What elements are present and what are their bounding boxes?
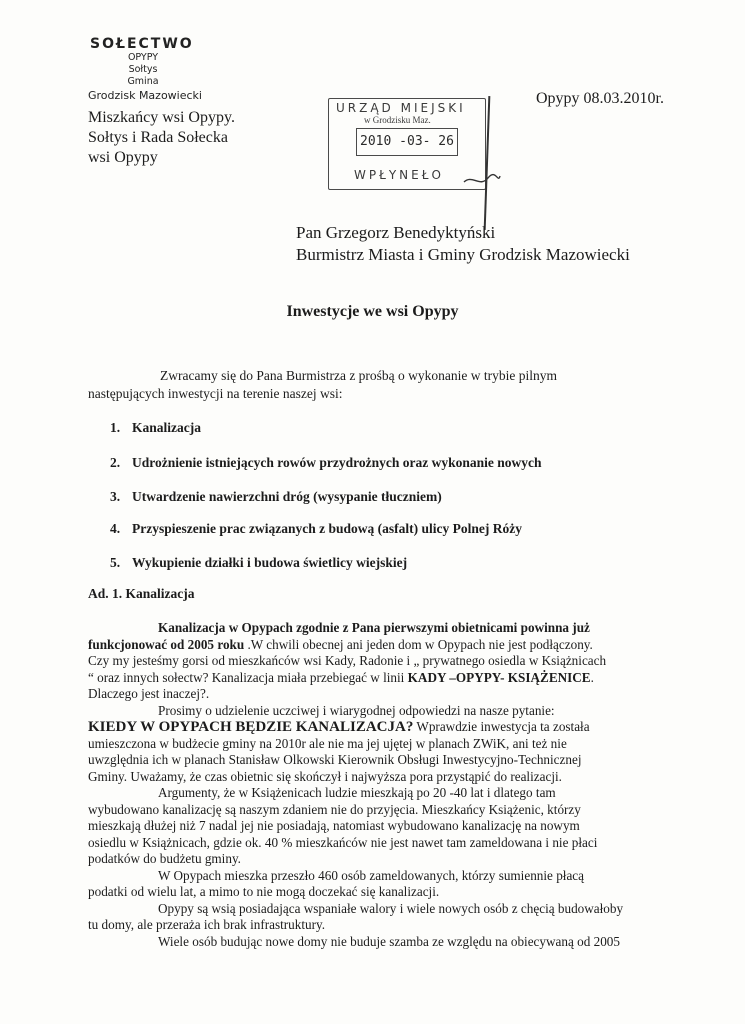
body-line: Wiele osób budując nowe domy nie buduje szamba ze względu na obiecywaną od 2005: [158, 933, 620, 949]
body-line: KIEDY W OPYPACH BĘDZIE KANALIZACJA? Wprawdzie inwestycja ta została: [88, 719, 590, 735]
body-line: umieszczona w budżecie gminy na 2010r ale nie ma jej ujętej w planach ZWiK, ani też nie: [88, 735, 567, 751]
body-line: Dlaczego jest inaczej?.: [88, 686, 210, 701]
stamp-title: SOŁECTWO: [90, 36, 194, 52]
body-line: Czy my jesteśmy gorsi od mieszkańców wsi Kady, Radonie i „ prywatnego osiedla w Książnicach: [88, 653, 607, 668]
list-item: 5. Wykupienie działki i budowa świetlicy wiejskiej: [110, 555, 408, 570]
section-heading: Ad. 1. Kanalizacja: [88, 586, 195, 601]
body-line: mieszkają dłużej niż 7 nadal jej nie posiadają, natomiast wybudowano kanalizację na nowym: [88, 818, 580, 833]
stamp-line: Grodzisk Mazowiecki: [88, 89, 202, 102]
body-line: osiedlu w Książnicach, gdzie ok. 40 % mieszkańców nie jest nawet tam zameldowana i nie płaci: [88, 834, 598, 850]
body-line: funkcjonować od 2005 roku .W chwili obecnej ani jeden dom w Opypach nie jest podłączony.: [88, 636, 593, 652]
addressee-title: Burmistrz Miasta i Gminy Grodzisk Mazowiecki: [296, 245, 630, 264]
list-item: 4. Przyspieszenie prac związanych z budową (asfalt) ulicy Polnej Róży: [110, 521, 522, 536]
intro-line: Zwracamy się do Pana Burmistrza z prośbą o wykonanie w trybie pilnym: [160, 368, 558, 383]
sender-line: Sołtys i Rada Sołecka: [88, 129, 228, 146]
body-text: [88, 620, 658, 950]
intro-line: następujących inwestycji na terenie naszej wsi:: [88, 386, 343, 401]
addressee-block: [296, 222, 630, 266]
sender-stamp: [88, 36, 238, 102]
sender-line: Miszkańcy wsi Opypy.: [88, 109, 235, 126]
intro-paragraph: [88, 367, 648, 403]
signature-mark: [462, 170, 502, 190]
body-line: W Opypach mieszka przeszło 460 osób zameldowanych, którzy sumiennie płacą: [158, 867, 585, 883]
letter-subject: Inwestycje we wsi Opypy: [286, 303, 459, 320]
body-line: Prosimy o udzielenie uczciwej i wiarygodnej odpowiedzi na nasze pytanie:: [158, 702, 555, 718]
receipt-stamp-sub: w Grodzisku Maz.: [364, 115, 431, 125]
body-line: Opypy są wsią posiadająca wspaniałe walory i wiele nowych osób z chęcią budowałoby: [158, 900, 624, 916]
body-line: Kanalizacja w Opypach zgodnie z Pana pierwszymi obietnicami powinna już: [158, 620, 590, 635]
sender-line: wsi Opypy: [88, 149, 158, 166]
body-line: tu domy, ale przeraża ich brak infrastruktury.: [88, 917, 326, 932]
stamp-line: Gmina: [127, 76, 159, 87]
receipt-stamp-date: 2010 -03- 26: [356, 128, 458, 156]
body-line: wybudowano kanalizację są naszym zdaniem nie do przyjęcia. Mieszkańcy Książenic, którzy: [88, 801, 581, 817]
body-line: “ oraz innych sołectw? Kanalizacja miała przebiegać w linii KADY –OPYPY- KSIĄŻENICE.: [88, 669, 594, 685]
letter-date: Opypy 08.03.2010r.: [536, 90, 664, 107]
body-line: Gminy. Uważamy, że czas obietnic się skończył i najwyższa pora przystąpić do realizacji.: [88, 768, 562, 784]
body-line: podatki od wielu lat, a mimo to nie mogą doczekać się kanalizacji.: [88, 884, 440, 899]
addressee-name: Pan Grzegorz Benedyktyński: [296, 223, 496, 242]
body-line: Argumenty, że w Książenicach ludzie mieszkają po 20 -40 lat i dlatego tam: [158, 785, 556, 800]
list-item: 1. Kanalizacja: [110, 420, 201, 435]
body-line: uwzględnia ich w planach Stanisław Olkowski Kierownik Obsługi Inwestycyjno-Technicznej: [88, 752, 582, 767]
list-item: 2. Udrożnienie istniejących rowów przydrożnych oraz wykonanie nowych: [110, 455, 542, 470]
body-line: podatków do budżetu gminy.: [88, 851, 241, 866]
list-item: 3. Utwardzenie nawierzchni dróg (wysypanie tłuczniem): [110, 489, 442, 504]
stamp-line: OPYPY: [127, 52, 159, 63]
sender-block: [88, 108, 235, 168]
receipt-stamp-foot: WPŁYNEŁO: [354, 168, 444, 182]
receipt-stamp-head: URZĄD MIEJSKI: [336, 101, 466, 115]
stamp-line: Sołtys: [128, 64, 158, 75]
